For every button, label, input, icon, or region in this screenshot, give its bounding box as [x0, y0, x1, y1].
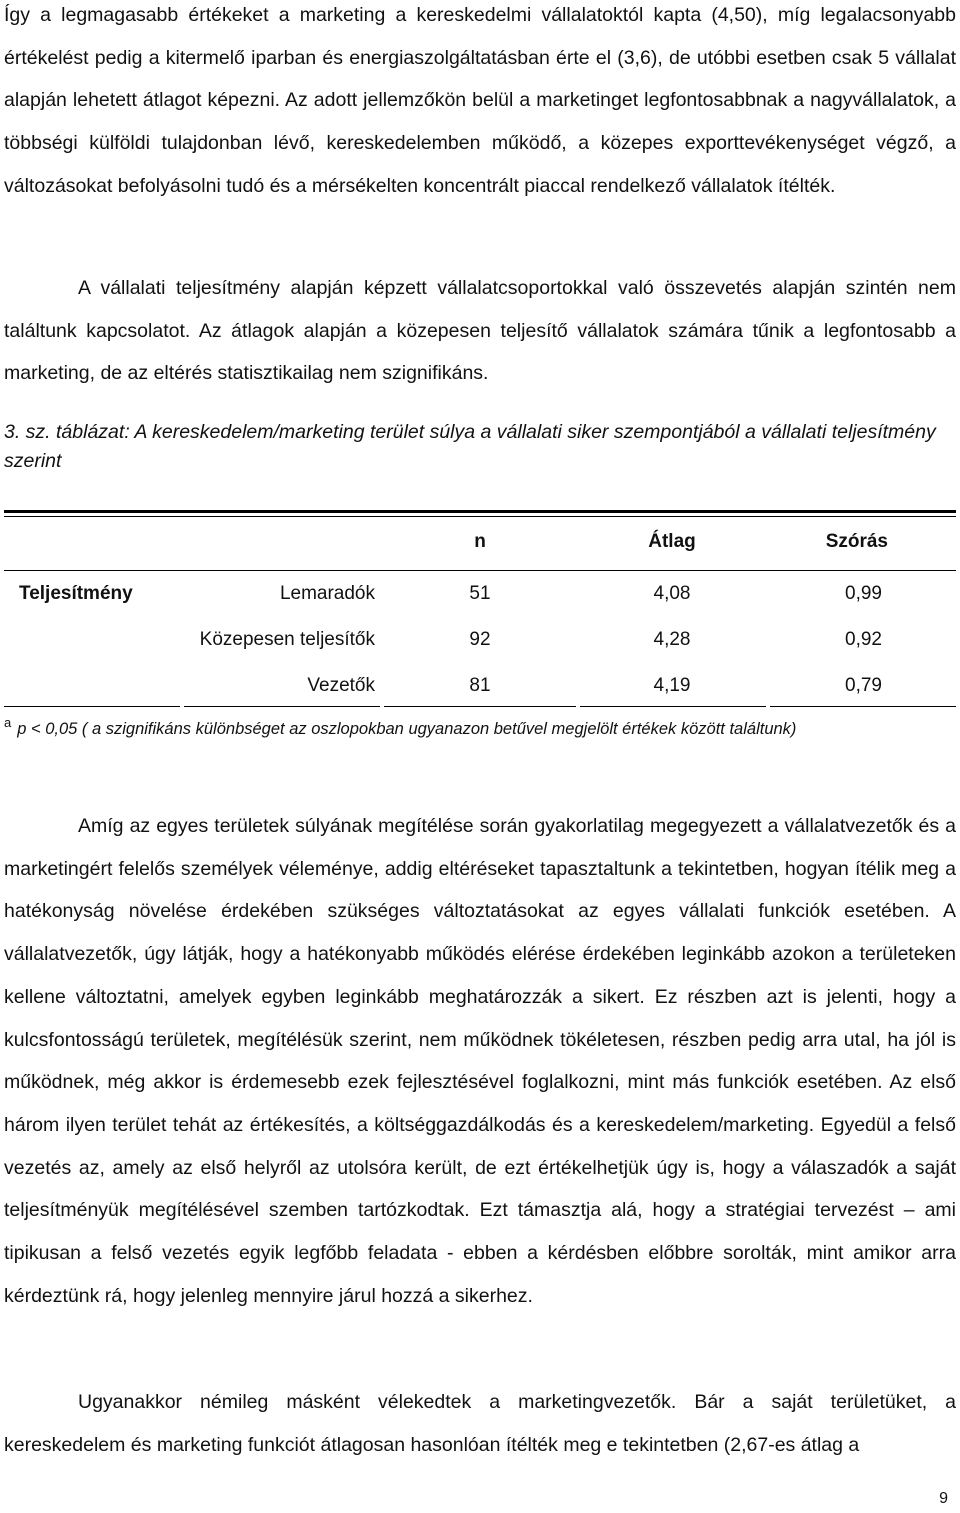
- row-label: Vezetők: [307, 675, 375, 696]
- row-mean: 4,19: [653, 675, 691, 696]
- row-sd: 0,92: [845, 629, 882, 650]
- row-mean: 4,08: [653, 583, 691, 604]
- table-bottom-rule: [384, 706, 576, 707]
- header-sd: Szórás: [825, 531, 888, 552]
- table-top-rule-thin: [4, 516, 956, 517]
- group-label: Teljesítmény: [19, 583, 133, 604]
- footnote-text: p < 0,05 ( a szignifikáns különbséget az oszlopokban ugyanazon betűvel megjelölt értékek között találtunk): [17, 720, 797, 738]
- paragraph-4: Ugyanakkor némileg másként vélekedtek a marketingvezetők. Bár a saját területüket, a kereskedelem és marketing funkciót átlagosan hasonlóan ítélték meg e tekintetben (2,67-es átlag a: [4, 1391, 956, 1456]
- table-bottom-rule: [770, 706, 956, 707]
- footnote-marker: a: [4, 715, 12, 730]
- row-n: 51: [469, 583, 491, 604]
- paragraph-3: Amíg az egyes területek súlyának megítélése során gyakorlatilag megegyezett a vállalatvezetők és a marketingért felelős személyek véleménye, addig eltéréseket tapasztaltunk a tekintetben, hogyan ítélik meg a hatékonyság növelése érdekében szükséges változtatásokat az egyes vállalati funkciók esetében. A vállalatvezetők, úgy látják, hogy a hatékonyabb működés elérése érdekében leginkább azokon a területeken kellene változtatni, amelyek egyben leginkább meghatározzák a sikert. Ez részben azt is jelenti, hogy a kulcsfontosságú területek, megítélésük szerint, nem működnek tökéletesen, részben pedig arra utal, ha jól is működnek, még akkor is érdemesebb ezek fejlesztésével foglalkozni, mint más funkciók esetében. Az első három ilyen terület tehát az értékesítés, a költséggazdálkodás és a kereskedelem/marketing. Egyedül a felső vezetés az, amely az első helyről az utolsóra került, de ezt értékelhetjük úgy is, hogy a válaszadók a saját teljesítményük megítélésével szemben tartózkodtak. Ezt támasztja alá, hogy a stratégiai tervezést – ami tipikusan a felső vezetés egyik legfőbb feladata - ebben a kérdésben előbbre sorolták, mint amikor arra kérdeztünk rá, hogy jelenleg mennyire járul hozzá a sikerhez.: [4, 815, 956, 1307]
- row-mean: 4,28: [653, 629, 691, 650]
- table-bottom-rule: [4, 706, 180, 707]
- header-mean: Átlag: [648, 531, 696, 552]
- page-number: 9: [939, 1490, 948, 1507]
- table-footnote: [4, 712, 956, 740]
- row-n: 92: [469, 629, 491, 650]
- table-caption: 3. sz. táblázat: A kereskedelem/marketing terület súlya a vállalati siker szempontjából a vállalati teljesítmény szerint: [4, 421, 936, 472]
- table-top-rule: [4, 510, 956, 513]
- row-label: Lemaradók: [279, 583, 375, 604]
- paragraph-1: Így a legmagasabb értékeket a marketing a kereskedelmi vállalatoktól kapta (4,50), míg legalacsonyabb értékelést pedig a kitermelő iparban és energiaszolgáltatásban érte el (3,6), de utóbbi esetben csak 5 vállalat alapján lehetett átlagot képezni. Az adott jellemzőkön belül a marketinget legfontosabbnak a nagyvállalatok, a többségi külföldi tulajdonban lévő, kereskedelemben működő, a közepes exporttevékenységet végző, a változásokat befolyásolni tudó és a mérsékelten koncentrált piaccal rendelkező vállalatok ítélték.: [4, 4, 956, 197]
- header-n: n: [474, 531, 486, 552]
- table-bottom-rule: [580, 706, 766, 707]
- row-n: 81: [469, 675, 491, 696]
- paragraph-2: A vállalati teljesítmény alapján képzett vállalatcsoportokkal való összevetés alapján szintén nem találtunk kapcsolatot. Az átlagok alapján a közepesen teljesítő vállalatok számára tűnik a legfontosabb a marketing, de az eltérés statisztikailag nem szignifikáns.: [4, 277, 956, 385]
- header-rule: [4, 570, 956, 571]
- table-bottom-rule: [184, 706, 380, 707]
- row-sd: 0,99: [845, 583, 882, 604]
- row-sd: 0,79: [845, 675, 882, 696]
- row-label: Közepesen teljesítők: [199, 629, 375, 650]
